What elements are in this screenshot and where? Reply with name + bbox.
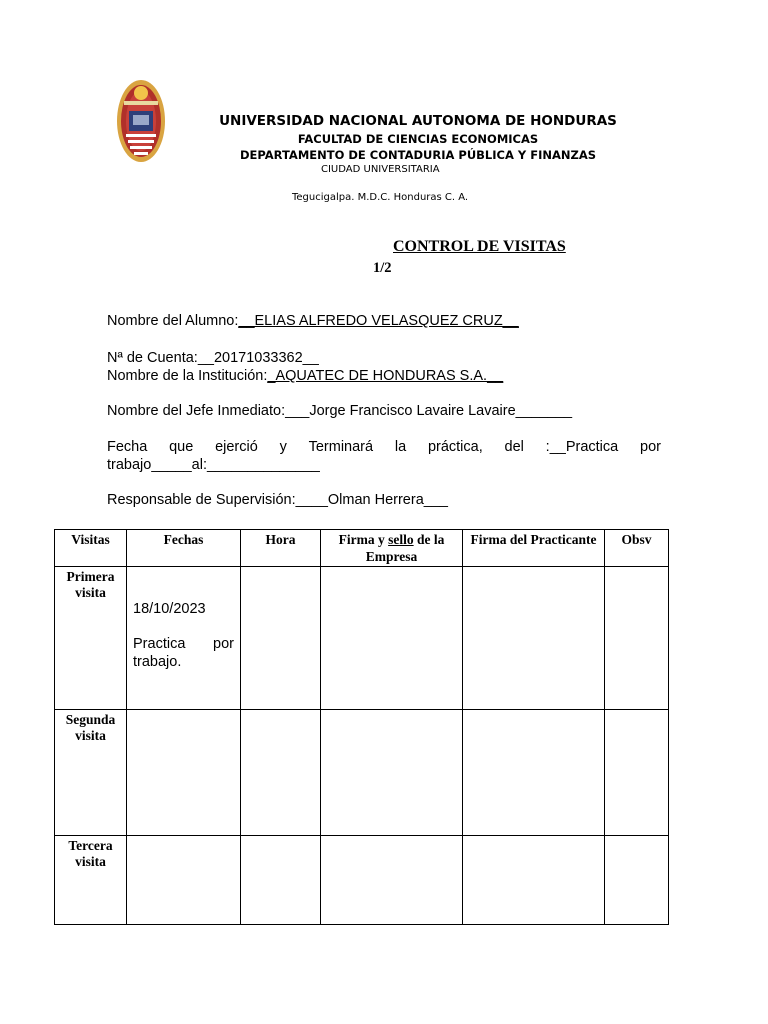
account-number-label: Nª de Cuenta: [107, 350, 198, 366]
supervisor-value: ____Olman Herrera___ [295, 492, 448, 508]
boss-value: ___Jorge Francisco Lavaire Lavaire_______ [285, 403, 573, 419]
header-firma-empresa [321, 530, 463, 567]
observation-cell[interactable] [605, 710, 669, 836]
supervisor-row [107, 492, 448, 508]
visit-label: Tercera visita [55, 836, 127, 925]
company-signature-cell[interactable] [321, 567, 463, 710]
time-cell[interactable] [241, 710, 321, 836]
practice-word: por [640, 439, 661, 455]
practice-word: del [504, 439, 524, 455]
visit-note [133, 635, 234, 671]
table-row [55, 836, 669, 925]
date-cell[interactable] [127, 710, 241, 836]
table-header-row [55, 530, 669, 567]
department-name: DEPARTAMENTO DE CONTADURIA PÚBLICA Y FINANZAS [239, 148, 597, 162]
institution-row [107, 368, 503, 384]
account-number-value: __20171033362__ [197, 350, 319, 366]
student-name-label: Nombre del Alumno: [107, 313, 239, 329]
intern-signature-cell[interactable] [463, 710, 605, 836]
account-number-row [107, 350, 319, 366]
student-name-row [107, 313, 519, 329]
practice-word: y [279, 439, 287, 455]
header-firma-post: de la Empresa [365, 532, 445, 564]
visit-date: 18/10/2023 [133, 601, 206, 617]
institution-label: Nombre de la Institución: [107, 368, 268, 384]
table-row [55, 567, 669, 710]
practice-word: que [169, 439, 194, 455]
header-hora: Hora [241, 530, 321, 567]
boss-label: Nombre del Jefe Inmediato: [107, 403, 286, 419]
practice-word: :__Practica [545, 439, 619, 455]
date-cell[interactable] [127, 567, 241, 710]
observation-cell[interactable] [605, 836, 669, 925]
location-line: Tegucigalpa. M.D.C. Honduras C. A. [292, 192, 469, 203]
practice-word: práctica, [427, 439, 483, 455]
date-cell[interactable] [127, 836, 241, 925]
student-name-value: __ELIAS ALFREDO VELASQUEZ CRUZ__ [238, 313, 519, 329]
campus-name: CIUDAD UNIVERSITARIA [321, 164, 440, 175]
practice-word: la [394, 439, 407, 455]
header-obsv: Obsv [605, 530, 669, 567]
document-title: CONTROL DE VISITAS [393, 238, 566, 255]
practice-word: Fecha [107, 439, 148, 455]
page-number: 1/2 [373, 260, 392, 276]
observation-cell[interactable] [605, 567, 669, 710]
company-signature-cell[interactable] [321, 836, 463, 925]
note-word: por [213, 636, 234, 652]
header-firma-sello: sello [388, 532, 414, 547]
time-cell[interactable] [241, 836, 321, 925]
visit-label: Primera visita [55, 567, 127, 710]
institution-value: _AQUATEC DE HONDURAS S.A.__ [267, 368, 504, 384]
practice-word: ejerció [215, 439, 258, 455]
note-line2: trabajo. [133, 654, 182, 670]
note-word: Practica [133, 636, 186, 652]
university-name: UNIVERSIDAD NACIONAL AUTONOMA DE HONDURAS [219, 113, 617, 129]
intern-signature-cell[interactable] [463, 567, 605, 710]
practice-word: Terminará [308, 439, 374, 455]
visit-label: Segunda visita [55, 710, 127, 836]
practice-dates-line1 [107, 439, 661, 455]
time-cell[interactable] [241, 567, 321, 710]
faculty-name: FACULTAD DE CIENCIAS ECONOMICAS [297, 132, 539, 146]
company-signature-cell[interactable] [321, 710, 463, 836]
header-firma-pre: Firma y [338, 532, 389, 547]
header-fechas: Fechas [127, 530, 241, 567]
visits-table [54, 529, 669, 925]
header-visitas: Visitas [55, 530, 127, 567]
intern-signature-cell[interactable] [463, 836, 605, 925]
supervisor-label: Responsable de Supervisión: [107, 492, 296, 508]
header-firma-practicante: Firma del Practicante [463, 530, 605, 567]
practice-dates-line2: trabajo_____al:______________ [107, 457, 320, 473]
table-row [55, 710, 669, 836]
boss-row [107, 403, 572, 419]
